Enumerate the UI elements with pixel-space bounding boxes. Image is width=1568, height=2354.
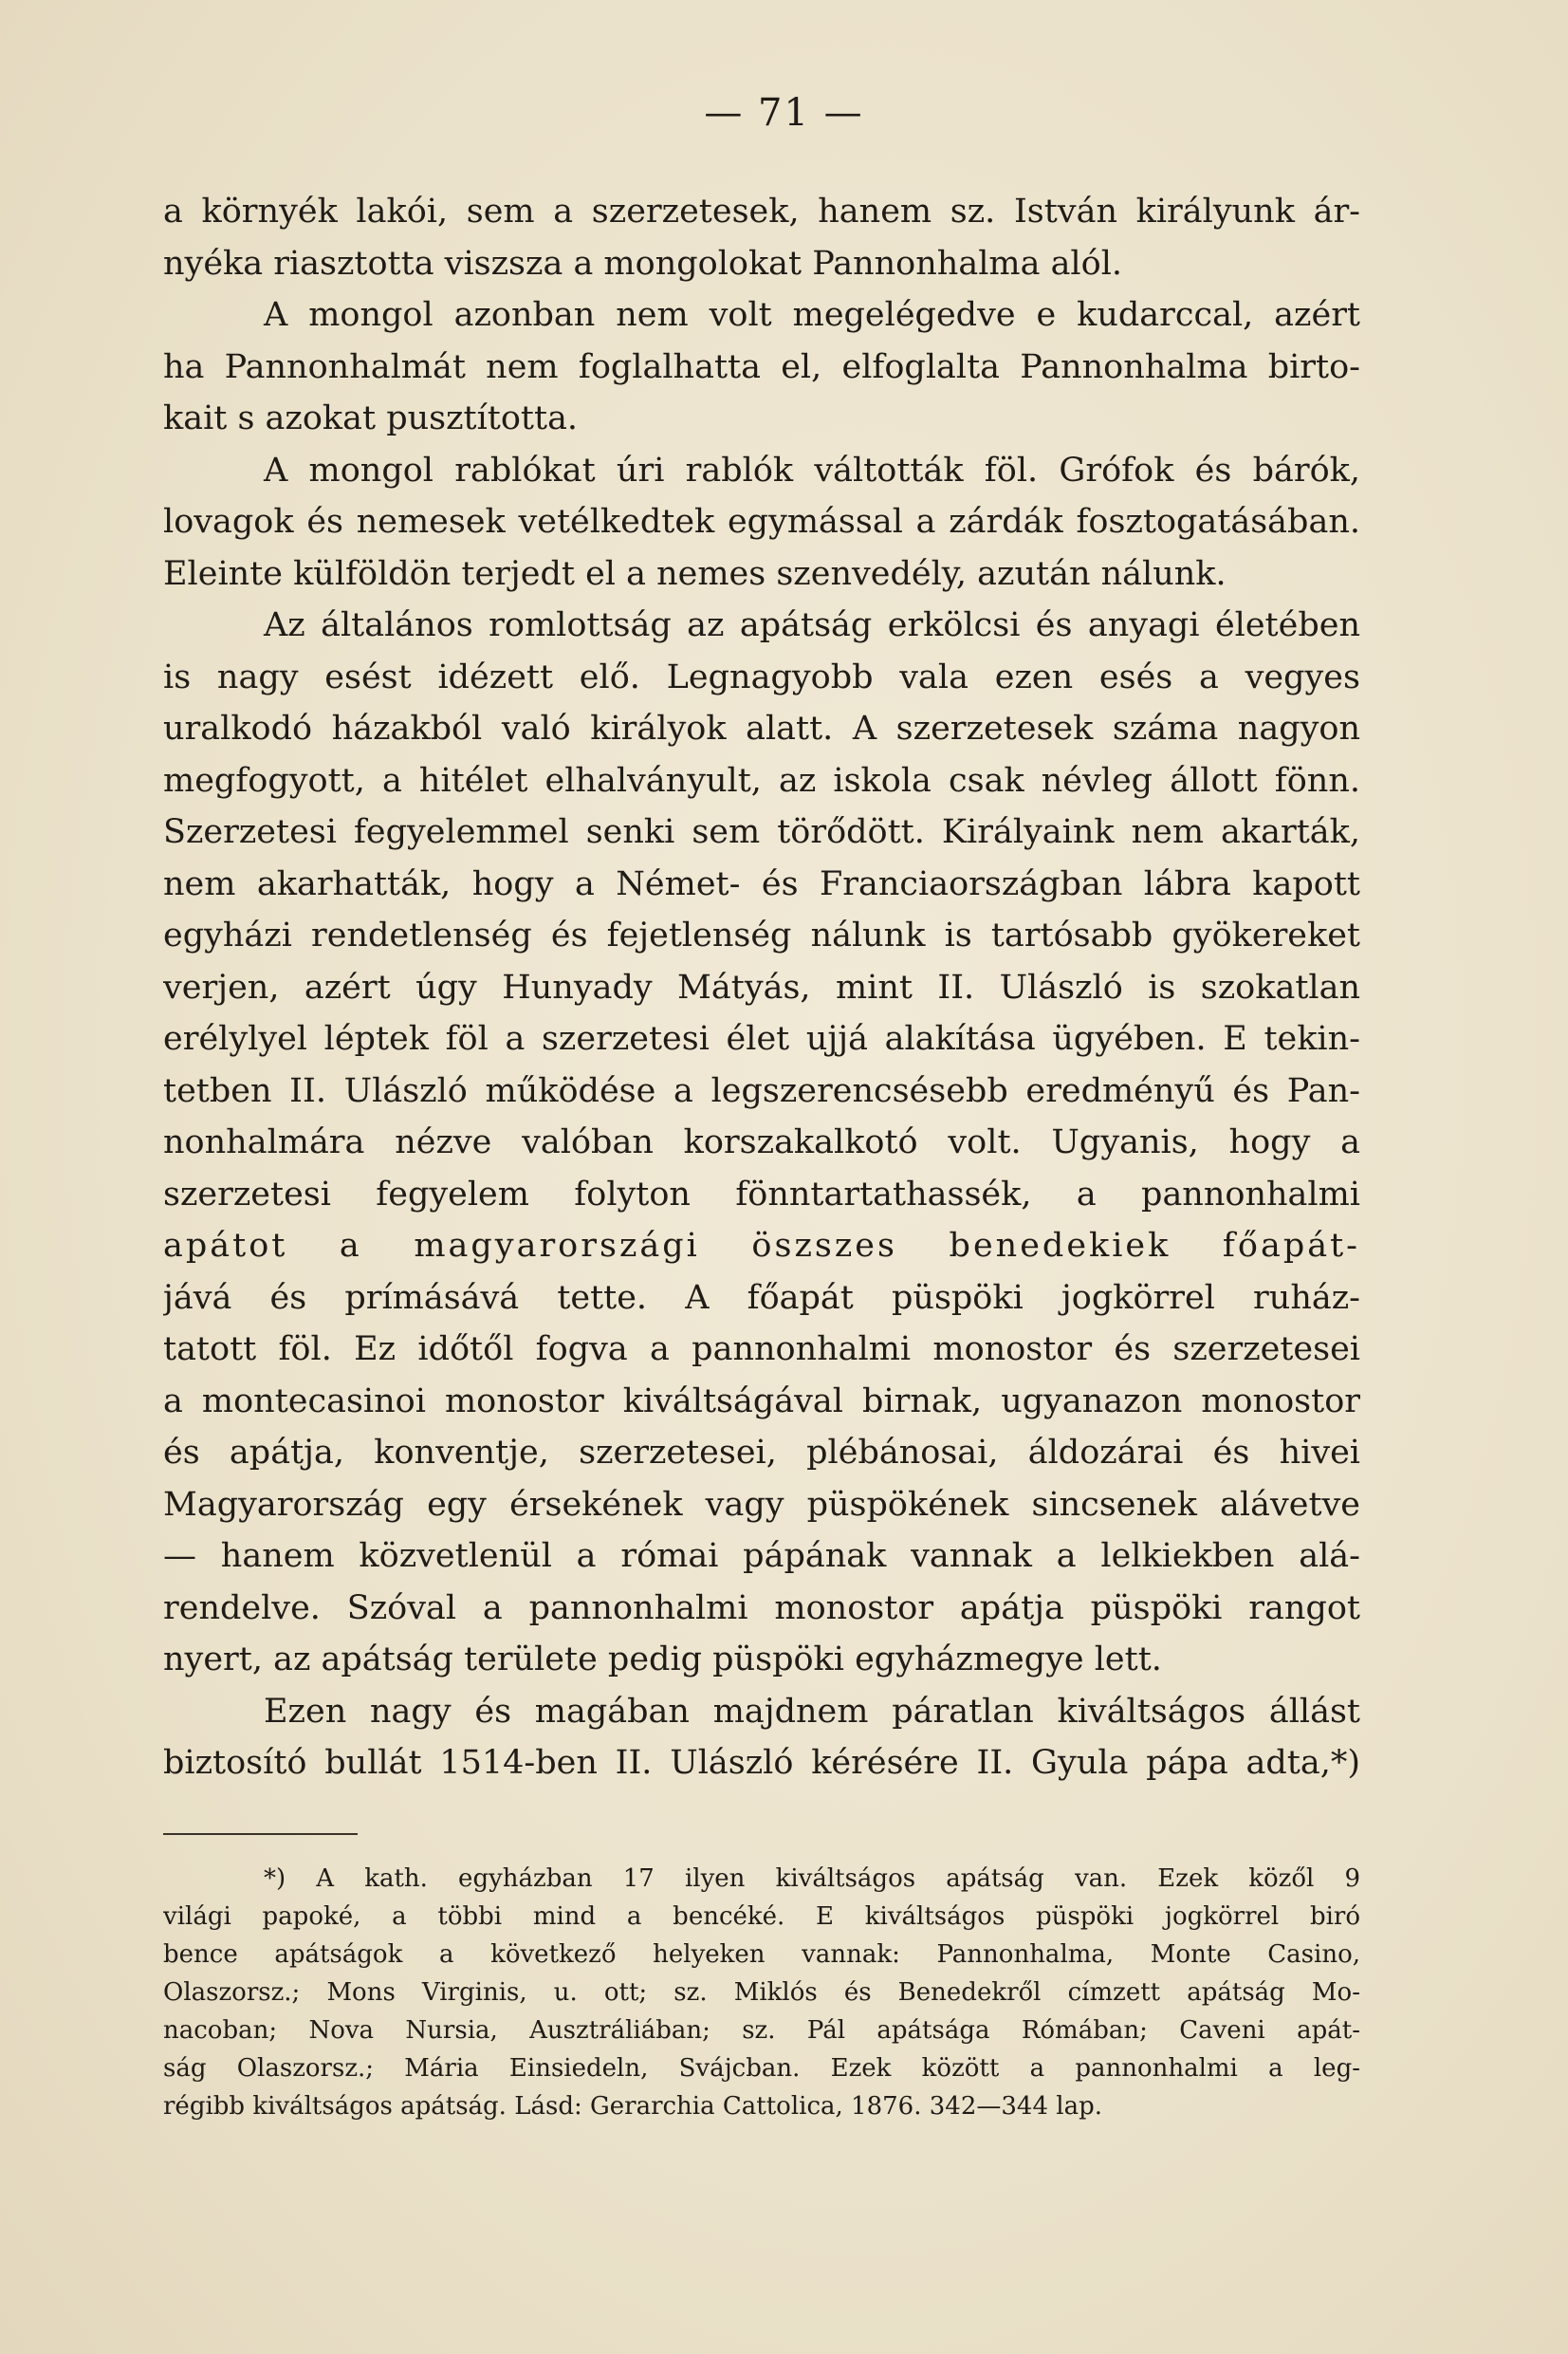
text-line: Szerzetesi fegyelemmel senki sem törődött. Királyaink nem akarták, [163, 813, 1360, 851]
text-line: a montecasinoi monostor kiváltságával birnak, ugyanazon monostor [163, 1381, 1360, 1420]
text-line: nyéka riasztotta viszsza a mongolokat Pannonhalma alól. [163, 244, 1123, 283]
footnote-line: világi papoké, a többi mind a bencéké. E kiváltságos püspöki jogkörrel biró [163, 1902, 1360, 1931]
text-line: ha Pannonhalmát nem foglalhatta el, elfoglalta Pannonhalma birto- [163, 347, 1360, 386]
text-line: A mongol azonban nem volt megelégedve e kudarccal, azért [264, 296, 1360, 334]
body-text [163, 186, 1360, 1789]
text-line: megfogyott, a hitélet elhalványult, az iskola csak névleg állott fönn. [163, 761, 1360, 800]
footnote-line: régibb kiváltságos apátság. Lásd: Gerarchia Cattolica, 1876. 342—344 lap. [163, 2092, 1102, 2121]
text-line: erélylyel léptek föl a szerzetesi élet ujjá alakítása ügyében. E tekin- [163, 1020, 1360, 1058]
text-line: verjen, azért úgy Hunyady Mátyás, mint II. Ulászló is szokatlan [163, 968, 1360, 1007]
text-line: kait s azokat pusztította. [163, 399, 579, 437]
text-line: tatott föl. Ez időtől fogva a pannonhalmi monostor és szerzetesei [163, 1330, 1360, 1368]
text-line: a környék lakói, sem a szerzetesek, hanem sz. István királyunk ár- [163, 193, 1360, 231]
page-number: — 71 — [704, 91, 864, 135]
text-line: egyházi rendetlenség és fejetlenség nálunk is tartósabb gyökereket [163, 917, 1360, 955]
text-line: nonhalmára nézve valóban korszakalkotó volt. Ugyanis, hogy a [163, 1123, 1360, 1161]
text-line: nem akarhatták, hogy a Német- és Franciaországban lábra kapott [163, 864, 1360, 903]
footnote-line: ság Olaszorsz.; Mária Einsiedeln, Svájcban. Ezek között a pannonhalmi a leg- [163, 2054, 1360, 2083]
text-line: szerzetesi fegyelem folyton fönntartathassék, a pannonhalmi [163, 1175, 1360, 1214]
text-line: A mongol rablókat úri rablók váltották föl. Grófok és bárók, [264, 451, 1360, 490]
footnote-divider [163, 1833, 358, 1835]
footnote-line: nacoban; Nova Nursia, Ausztráliában; sz. Pál apátsága Rómában; Caveni apát- [163, 2016, 1360, 2045]
text-line: is nagy esést idézett elő. Legnagyobb vala ezen esés a vegyes [163, 658, 1360, 696]
text-line: és apátja, konventje, szerzetesei, plébánosai, áldozárai és hivei [163, 1434, 1360, 1472]
text-line: — hanem közvetlenül a római pápának vannak a lelkiekben alá- [163, 1537, 1360, 1575]
text-line: uralkodó házakból való királyok alatt. A szerzetesek száma nagyon [163, 710, 1360, 748]
text-line: Eleinte külföldön terjedt el a nemes szenvedély, azután nálunk. [163, 554, 1227, 593]
footnote-line: bence apátságok a következő helyeken vannak: Pannonhalma, Monte Casino, [163, 1940, 1360, 1969]
text-line: apátot a magyarországi öszszes benedekiek főapát- [163, 1227, 1360, 1265]
text-line: jává és prímásává tette. A főapát püspöki jogkörrel ruház- [163, 1278, 1360, 1317]
text-line: tetben II. Ulászló működése a legszerencsésebb eredményű és Pan- [163, 1071, 1360, 1110]
text-line: lovagok és nemesek vetélkedtek egymással a zárdák fosztogatásában. [163, 503, 1360, 541]
text-line: Az általános romlottság az apátság erkölcsi és anyagi életében [264, 606, 1360, 644]
footnote-line: *) A kath. egyházban 17 ilyen kiváltságos apátság van. Ezek közől 9 [264, 1864, 1360, 1893]
footnote [163, 1860, 1360, 2125]
text-line: Ezen nagy és magában majdnem páratlan kiváltságos állást [264, 1692, 1360, 1731]
footnote-line: Olaszorsz.; Mons Virginis, u. ott; sz. Miklós és Benedekről címzett apátság Mo- [163, 1978, 1360, 2007]
text-line: nyert, az apátság területe pedig püspöki egyházmegye lett. [163, 1640, 1162, 1678]
text-line: Magyarország egy érsekének vagy püspökének sincsenek alávetve [163, 1485, 1360, 1524]
text-line: biztosító bullát 1514-ben II. Ulászló kérésére II. Gyula pápa adta,*) [163, 1744, 1360, 1782]
text-line: rendelve. Szóval a pannonhalmi monostor apátja püspöki rangot [163, 1588, 1360, 1627]
